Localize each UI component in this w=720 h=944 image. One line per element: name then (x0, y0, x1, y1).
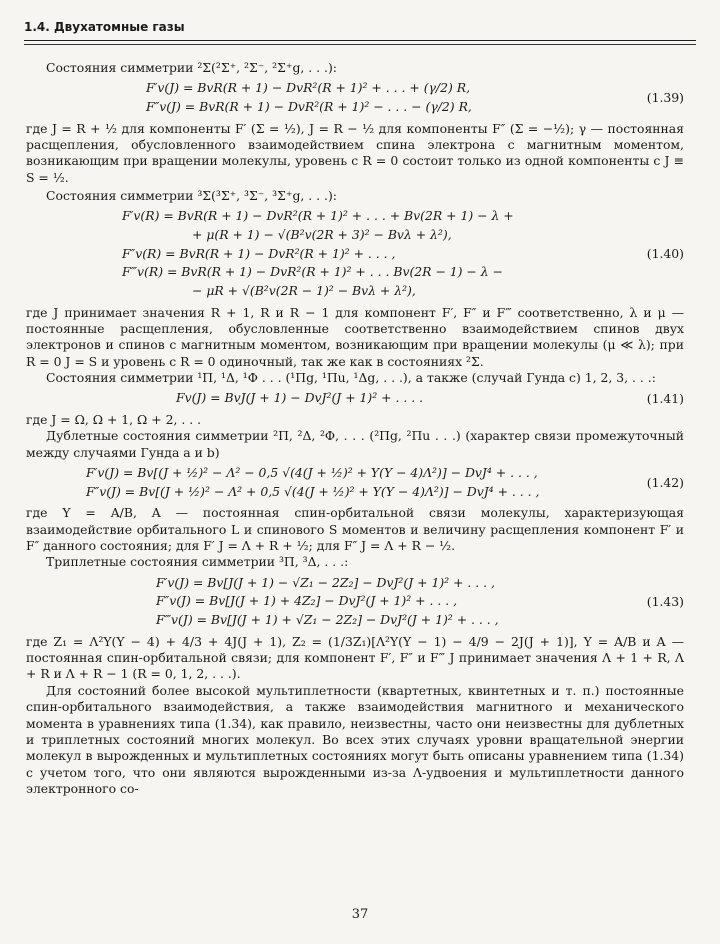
equation-line: F′v(J) = Bv[J(J + 1) − √Z₁ − 2Z₂] − DvJ²(J + 1)² + . . . , (156, 574, 495, 590)
equation-number: (1.42) (646, 474, 684, 490)
paragraph-2sigma-explanation: где J = R + ½ для компоненты F′ (Σ = ½), J = R − ½ для компоненты F″ (Σ = −½); γ — постоянная расщепления, обусловленного взаимодействием спина электрона с магнитным моментом, возникающим при вращении молекулы, уровень с R = 0 состоит только из одной компоненты с J ≡ S = ½. (26, 120, 684, 185)
paragraph-doublet-intro: Дублетные состояния симметрии ²Π, ²Δ, ²Φ, . . . (²Πg, ²Πu . . .) (характер связи промежуточный между случаями Гунда a и b) (26, 428, 684, 460)
equation-1-41 (26, 389, 684, 408)
equation-1-39 (26, 79, 684, 116)
paragraph-singlet-intro: Состояния симметрии ¹Π, ¹Δ, ¹Φ . . . (¹Πg, ¹Πu, ¹Δg, . . .), а также (случай Гунда c) 1, 2, 3, . . .: (46, 370, 656, 386)
equation-line: F′v(J) = Bv[(J + ½)² − Λ² − 0,5 √(4(J + ½)² + Y(Y − 4)Λ²)] − DvJ⁴ + . . . , (86, 465, 538, 481)
equation-line: F′v(J) = BvR(R + 1) − DvR²(R + 1)² + . . . + (γ/2) R, (146, 80, 471, 96)
paragraph-omega-values: где J = Ω, Ω + 1, Ω + 2, . . . (26, 412, 202, 427)
equation-number: (1.41) (646, 390, 684, 406)
equation-line: F″v(J) = Bv[J(J + 1) + 4Z₂] − DvJ²(J + 1)² + . . . , (156, 593, 458, 609)
equation-line: + μ(R + 1) − √(B²v(2R + 3)² − Bvλ + λ²), (192, 227, 452, 243)
equation-line: F‴v(J) = Bv[J(J + 1) + √Z₁ − 2Z₂] − DvJ²(J + 1)² + . . . , (156, 612, 499, 628)
equation-line: − μR + √(B²v(2R − 1)² − Bvλ + λ²), (192, 282, 416, 298)
equation-line: F″v(R) = BvR(R + 1) − DvR²(R + 1)² + . . . , (122, 245, 396, 261)
equation-line: F‴v(R) = BvR(R + 1) − DvR²(R + 1)² + . . . Bv(2R − 1) − λ − (122, 264, 503, 280)
paragraph-doublet-explanation: где Y = A/B, A — постоянная спин-орбитальной связи молекулы, характеризующая взаимодействие орбитального L и спинового S моментов и величину расщепления компонент F′ и F″ данного состояния; для F′ J = Λ + R + ½; для F″ J = Λ + R − ½. (26, 505, 684, 554)
equation-1-40 (26, 207, 684, 300)
equation-1-43 (26, 574, 684, 630)
equation-number: (1.39) (646, 89, 684, 105)
equation-line: F″v(J) = Bv[(J + ½)² − Λ² + 0,5 √(4(J + ½)² + Y(Y − 4)Λ²)] − DvJ⁴ + . . . , (86, 483, 540, 499)
equation-number: (1.40) (646, 245, 684, 261)
page-content (26, 60, 684, 797)
page-number: 37 (351, 907, 369, 922)
equation-line: F′v(R) = BvR(R + 1) − DvR²(R + 1)² + . . . + Bv(2R + 1) − λ + (122, 208, 514, 224)
paragraph-triplet-explanation: где Z₁ = Λ²Y(Y − 4) + 4/3 + 4J(J + 1), Z₂ = (1/3Z₁)[Λ²Y(Y − 1) − 4/9 − 2J(J + 1)], Y = A/B и A — постоянная спин-орбитальной связи; для компонент F′, F″ и F‴ J принимает значения Λ + 1 + R, Λ + R и Λ + R − 1 (R = 0, 1, 2, . . .). (26, 633, 684, 682)
paragraph-3sigma-explanation: где J принимает значения R + 1, R и R − 1 для компонент F′, F″ и F‴ соответственно, λ и μ — постоянные расщепления, обусловленные соответственно взаимодействием спинов двух электронов и спинов с магнитным моментом, возникающим при вращении молекулы (μ ≪ λ); при R = 0 J = S и уровень с R = 0 одиночный, так же как в состояниях ²Σ. (26, 304, 684, 369)
paragraph-triplet-intro: Триплетные состояния симметрии ³Π, ³Δ, . . .: (46, 554, 349, 570)
equation-line: Fv(J) = BvJ(J + 1) − DvJ²(J + 1)² + . . . . (176, 390, 424, 406)
equation-number: (1.43) (646, 593, 684, 609)
equation-line: F″v(J) = BvR(R + 1) − DvR²(R + 1)² − . . . − (γ/2) R, (146, 98, 472, 114)
paragraph-higher-multiplicity: Для состояний более высокой мультиплетности (квартетных, квинтетных и т. п.) постоянные спин-орбитального взаимодействия, а также взаимодействия магнитного и механического момента в уравнениях типа (1.34), как правило, неизвестны, часто они неизвестны для дублетных и триплетных состояний многих молекул. Во всех этих случаях уровни вращательной энергии молекул в вырожденных и мультиплетных состояниях могут быть описаны уравнением типа (1.34) с учетом того, что они являются вырожденными из-за Λ-удвоения и мультиплетности данного электронного со- (26, 682, 684, 797)
paragraph-2sigma-intro: Состояния симметрии ²Σ(²Σ⁺, ²Σ⁻, ²Σ⁺g, . . .): (46, 60, 337, 75)
equation-1-42 (26, 464, 684, 501)
paragraph-3sigma-intro: Состояния симметрии ³Σ(³Σ⁺, ³Σ⁻, ³Σ⁺g, . . .): (46, 188, 337, 204)
running-head: 1.4. Двухатомные газы (24, 20, 696, 41)
